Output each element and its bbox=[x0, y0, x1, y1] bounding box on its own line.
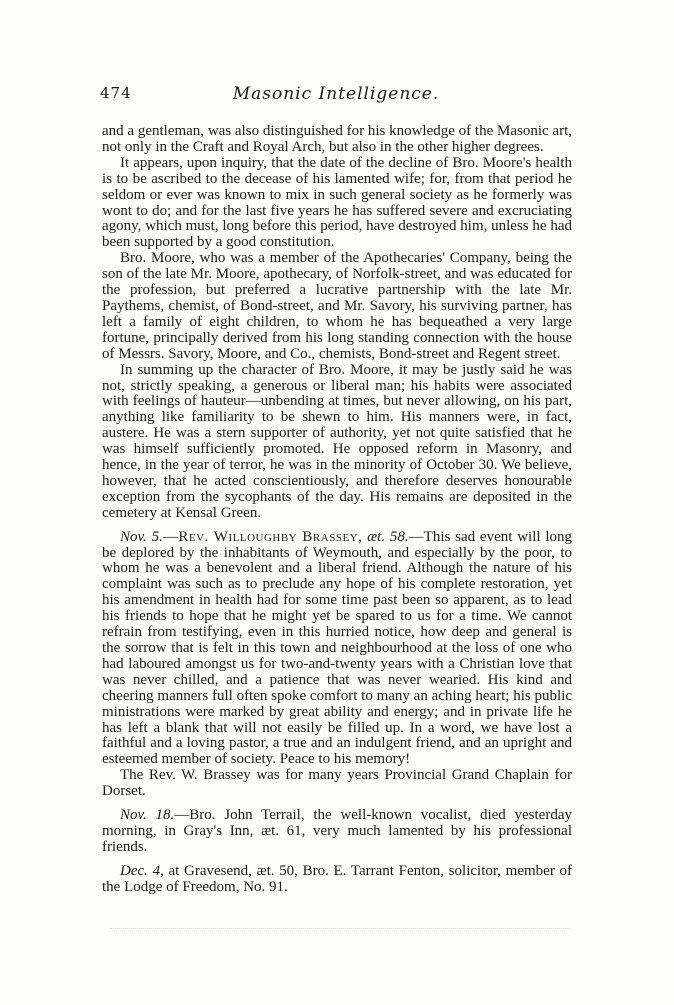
paragraph-biography: Bro. Moore, who was a member of the Apothecaries' Company, being the son of the late Mr. Moore, apothecary, of Norfolk-street, and was educated for the profession, but preferred a lucrative partnership with the late Mr. Paythems, chemist, of Bond-street, and Mr. Savory, his surviving partner, has left a family of eight children, to whom he has bequeathed a very large fortune, principally derived from his long standing connection with the house of Messrs. Savory, Moore, and Co., chemists, Bond-street and Regent street. bbox=[102, 250, 572, 362]
paragraph-decline: It appears, upon inquiry, that the date of the decline of Bro. Moore's health is to be ascribed to the decease of his lamented wife; for, from that period he seldom or ever was known to mix in such general society as he formerly was wont to do; and for the last five years he has suffered severe and excruciating agony, which must, long before this period, have destroyed him, unless he had been supported by a good constitution. bbox=[102, 154, 572, 251]
obituary-date: Nov. 18. bbox=[120, 807, 175, 824]
obituary-date: Dec. 4, bbox=[120, 862, 164, 879]
paragraph-character: In summing up the character of Bro. Moore, it may be justly said he was not, strictly speaking, a generous or liberal man; his habits were associated with feelings of hauteur—unbending at times, but never allowing, on his part, anything like familiarity to be shewn to him. His manners were, in fact, austere. He was a stern supporter of authority, yet not quite satisfied that he was himself sufficiently promoted. He opposed reform in Masonry, and hence, in the year of terror, he was in the minority of October 30. We believe, however, that he acted conscientiously, and therefore deserves honourable exception from the sycophants of the day. His remains are deposited in the cemetery at Kensal Green. bbox=[102, 361, 572, 521]
obituary-text: —This sad event will long be deplored by the inhabitants of Weymouth, and especially by the poor, to whom he was a benevolent and a liberal friend. Although the nature of his complaint was such as to preclude any hope of his complete restoration, yet his amendment in health had for some time past been so apparent, as to lead his friends to hope that he might yet be spared to us for a time. We cannot refrain from testifying, even in this hurried notice, how deep and general is the sorrow that is felt in this town and neighbourhood at the loss of one who had laboured amongst us for two-and-twenty years with a Christian love that was never chilled, and a patience that was never wearied. His kind and cheering manners full often spoke comfort to many an aching heart; his public ministrations were marked by great ability and energy; and in private life he has left a blank that will not easily be filled up. In a word, we have lost a faithful and a loving pastor, a true and an indulgent friend, and an upright and esteemed member of society. Peace to his memory! bbox=[102, 528, 572, 768]
page-number: 474 bbox=[100, 84, 132, 102]
obituary-age: æt. 58. bbox=[367, 528, 409, 545]
obituary-date: Nov. 5. bbox=[120, 528, 163, 545]
page-header bbox=[100, 84, 572, 108]
bottom-rule bbox=[110, 928, 570, 943]
obituary-name: —Rev. Willoughby Brassey, bbox=[162, 528, 363, 545]
obituary-note: The Rev. W. Brassey was for many years Provincial Grand Chaplain for Dorset. bbox=[102, 767, 572, 800]
obituary-brassey bbox=[102, 530, 572, 769]
running-title: Masonic Intelligence. bbox=[232, 84, 440, 104]
article-body bbox=[102, 124, 572, 896]
obituary-text: at Gravesend, æt. 50, Bro. E. Tarrant Fenton, solicitor, member of the Lodge of Freedom, No. 91. bbox=[102, 862, 572, 895]
obituary-fenton bbox=[102, 864, 572, 896]
paragraph-continuation: and a gentleman, was also distinguished for his knowledge of the Masonic art, not only in the Craft and Royal Arch, but also in the other higher degrees. bbox=[102, 123, 572, 155]
obituary-terrail bbox=[102, 808, 572, 856]
obituary-text: —Bro. John Terrail, the well-known vocalist, died yesterday morning, in Gray's Inn, æt. 61, very much lamented by his professional friends. bbox=[102, 807, 572, 855]
